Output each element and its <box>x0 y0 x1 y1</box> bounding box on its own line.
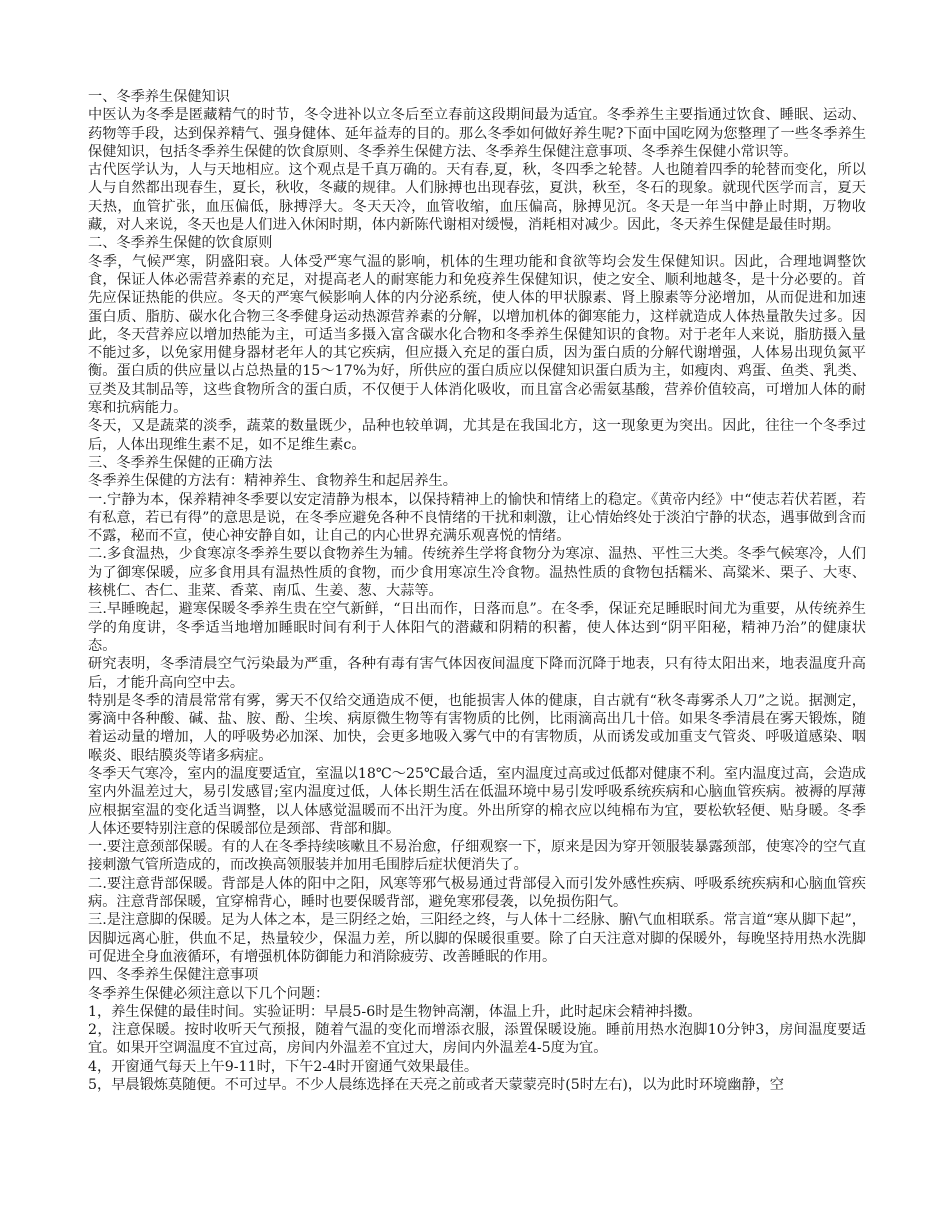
paragraph: 2，注意保暖。按时收听天气预报，随着气温的变化而增添衣服，添置保暖设施。睡前用热水泡脚10分钟3，房间温度要适宜。如果开空调温度不宜过高，房间内外温差不宜过大，房间内外温差4-5度为宜。 <box>88 1022 866 1057</box>
paragraph: 二.多食温热，少食寒凉冬季养生要以食物养生为辅。传统养生学将食物分为寒凉、温热、平性三大类。冬季气候寒冷，人们为了御寒保暖，应多食用具有温热性质的食物，而少食用寒凉生冷食物。温热性质的食物包括糯米、高粱米、栗子、大枣、核桃仁、杏仁、韭菜、香菜、南瓜、生姜、葱、大蒜等。 <box>88 546 866 600</box>
section-heading-3: 三、冬季养生保健的正确方法 <box>88 454 273 471</box>
paragraph: 三.早睡晚起，避寒保暖冬季养生贵在空气新鲜，“日出而作，日落而息”。在冬季，保证充足睡眠时间尤为重要，从传统养生学的角度讲，冬季适当地增加睡眠时间有利于人体阳气的潜藏和阴精的积蓄，使人体达到“阴平阳秘，精神乃治”的健康状态。 <box>88 601 866 654</box>
section-heading-1: 一、冬季养生保健知识 <box>88 89 230 105</box>
paragraph: 三.是注意脚的保暖。足为人体之本，是三阴经之始，三阳经之终，与人体十二经脉、腑\气血相联系。常言道“寒从脚下起”，因脚远离心脏，供血不足，热量较少，保温力差，所以脚的保暖很重要。除了白天注意对脚的保暖外，每晚坚持用热水洗脚可促进全身血液循环，有增强机体防御能力和消除疲劳、改善睡眠的作用。 <box>88 912 866 965</box>
paragraph: 特别是冬季的清晨常常有雾，雾天不仅给交通造成不便，也能损害人体的健康，自古就有“秋冬毒雾杀人刀”之说。据测定，雾滴中各种酸、碱、盐、胺、酚、尘埃、病原微生物等有害物质的比例，比雨滴高出几十倍。如果冬季清晨在雾天锻炼，随着运动量的增加，人的呼吸势必加深、加快，会更多地吸入雾气中的有害物质，从而诱发或加重支气管炎、呼吸道感染、咽喉炎、眼结膜炎等诸多病症。 <box>88 692 866 764</box>
paragraph: 1，养生保健的最佳时间。实验证明：早晨5-6时是生物钟高潮，体温上升，此时起床会精神抖擞。 <box>88 1003 702 1020</box>
paragraph: 古代医学认为，人与天地相应。这个观点是千真万确的。天有春,夏，秋，冬四季之轮替。人也随着四季的轮替而变化，所以人与自然都出现春生，夏长，秋收，冬藏的规律。人们脉搏也出现春弦，夏洪，秋至，冬石的现象。就现代医学而言，夏天天热，血管扩张，血压偏低，脉搏浮大。冬天天冷，血管收缩，血压偏高，脉搏见沉。冬天是一年当中静止时期，万物收藏，对人来说，冬天也是人们进入休闲时期，体内新陈代谢相对缓慢，消耗相对减少。因此，冬天养生保健是最佳时期。 <box>88 162 866 234</box>
paragraph: 冬季养生保健必须注意以下几个问题： <box>88 985 330 1002</box>
paragraph: 5，早晨锻炼莫随便。不可过早。不少人晨练选择在天亮之前或者天蒙蒙亮时(5时左右)，以为此时环境幽静，空 <box>88 1077 784 1094</box>
section-heading-2: 二、冬季养生保健的饮食原则 <box>88 235 273 252</box>
document-body <box>88 88 866 1094</box>
section-heading-4: 四、冬季养生保健注意事项 <box>88 967 259 984</box>
paragraph: 中医认为冬季是匿藏精气的时节，冬令进补以立冬后至立春前这段期间最为适宜。冬季养生主要指通过饮食、睡眠、运动、药物等手段，达到保养精气、强身健体、延年益寿的目的。那么冬季如何做好养生呢?下面中国吃网为您整理了一些冬季养生保健知识，包括冬季养生保健的饮食原则、冬季养生保健方法、冬季养生保健注意事项、冬季养生保健小常识等。 <box>88 107 866 160</box>
paragraph: 二.要注意背部保暖。背部是人体的阳中之阳，风寒等邪气极易通过背部侵入而引发外感性疾病、呼吸系统疾病和心脑血管疾病。注意背部保暖，宜穿棉背心，睡时也要保暖背部，避免寒邪侵袭，以免损伤阳气。 <box>88 875 866 911</box>
paragraph: 4，开窗通气每天上午9-11时，下午2-4时开窗通气效果最佳。 <box>88 1058 479 1075</box>
paragraph: 冬天，又是蔬菜的淡季，蔬菜的数量既少，品种也较单调，尤其是在我国北方，这一现象更为突出。因此，往往一个冬季过后，人体出现维生素不足，如不足维生素c。 <box>88 418 866 453</box>
paragraph: 一.宁静为本，保养精神冬季要以安定清静为根本，以保持精神上的愉快和情绪上的稳定。《黄帝内经》中“使志若伏若匿，若有私意，若已有得”的意思是说，在冬季应避免各种不良情绪的干扰和刺激，让心情始终处于淡泊宁静的状态，遇事做到含而不露，秘而不宣，使心神安静自如，让自己的内心世界充满乐观喜悦的情绪。 <box>88 491 866 545</box>
paragraph: 冬季，气候严寒，阴盛阳衰。人体受严寒气温的影响，机体的生理功能和食欲等均会发生保健知识。因此，合理地调整饮食，保证人体必需营养素的充足，对提高老人的耐寒能力和免疫养生保健知识，使之安全、顺利地越冬，是十分必要的。首先应保证热能的供应。冬天的严寒气候影响人体的内分泌系统，使人体的甲状腺素、肾上腺素等分泌增加，从而促进和加速蛋白质、脂肪、碳水化合物三冬季健身运动热源营养素的分解，以增加机体的御寒能力，这样就造成人体热量散失过多。因此，冬天营养应以增加热能为主，可适当多摄入富含碳水化合物和冬季养生保健知识的食物。对于老年人来说，脂肪摄入量不能过多，以免家用健身器材老年人的其它疾病，但应摄入充足的蛋白质，因为蛋白质的分解代谢增强，人体易出现负氮平衡。蛋白质的供应量以占总热量的15～17%为好，所供应的蛋白质应以保健知识蛋白质为主，如瘦肉、鸡蛋、鱼类、乳类、豆类及其制品等，这些食物所含的蛋白质，不仅便于人体消化吸收，而且富含必需氨基酸，营养价值较高，可增加人体的耐寒和抗病能力。 <box>88 253 866 417</box>
paragraph: 一.要注意颈部保暖。有的人在冬季持续咳嗽且不易治愈，仔细观察一下，原来是因为穿开领服装暴露颈部，使寒冷的空气直接刺激气管所造成的，而改换高领服装并加用毛围脖后症状便消失了。 <box>88 839 866 874</box>
paragraph: 研究表明，冬季清晨空气污染最为严重，各种有毒有害气体因夜间温度下降而沉降于地表，只有待太阳出来，地表温度升高后，才能升高向空中去。 <box>88 656 866 691</box>
paragraph: 冬季养生保健的方法有：精神养生、食物养生和起居养生。 <box>88 473 457 490</box>
paragraph: 冬季天气寒冷，室内的温度要适宜，室温以18℃～25℃最合适，室内温度过高或过低都对健康不利。室内温度过高，会造成室内外温差过大，易引发感冒;室内温度过低，人体长期生活在低温环境中易引发呼吸系统疾病和心脑血管疾病。被褥的厚薄应根据室温的变化适当调整，以人体感觉温暖而不出汗为度。外出所穿的棉衣应以纯棉布为宜，要松软轻便、贴身暖。冬季人体还要特别注意的保暖部位是颈部、背部和脚。 <box>88 765 866 837</box>
